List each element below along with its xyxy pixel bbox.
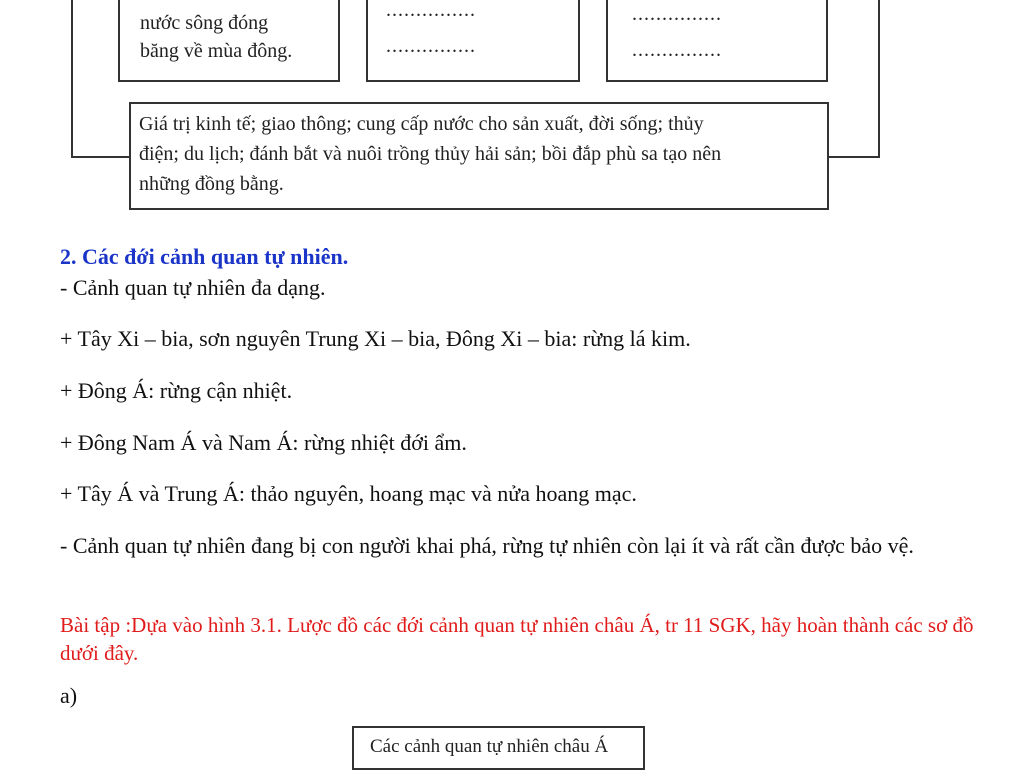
section-line-5: + Tây Á và Trung Á: thảo nguyên, hoang mạc và nửa hoang mạc. bbox=[60, 481, 637, 506]
section-line-3: + Đông Á: rừng cận nhiệt. bbox=[60, 378, 293, 403]
connector-right-horizontal bbox=[828, 156, 880, 158]
box-right-dots-1: ............... bbox=[632, 3, 722, 25]
box-right-dots-2: ............... bbox=[632, 39, 722, 61]
box-middle-dots-1: ............... bbox=[386, 0, 476, 21]
section-line-2: + Tây Xi – bia, sơn nguyên Trung Xi – bia, Đông Xi – bia: rừng lá kim. bbox=[60, 326, 691, 351]
diagram-box-right bbox=[606, 0, 828, 82]
exercise-text: Bài tập :Dựa vào hình 3.1. Lược đồ các đới cảnh quan tự nhiên châu Á, tr 11 SGK, hãy hoàn thành các sơ đồ dưới đây. bbox=[60, 613, 974, 665]
box-left-line-1: nước sông đóng bbox=[140, 12, 269, 34]
section-line-6: - Cảnh quan tự nhiên đang bị con người khai phá, rừng tự nhiên còn lại ít và rất cần được bảo vệ. bbox=[60, 533, 914, 558]
diagram-box-title bbox=[352, 726, 645, 770]
bottom-box-line-2: điện; du lịch; đánh bắt và nuôi trồng thủy hải sản; bồi đắp phù sa tạo nên bbox=[139, 143, 722, 165]
bottom-box-line-3: những đồng bằng. bbox=[139, 173, 284, 195]
connector-left-horizontal bbox=[71, 156, 131, 158]
section-heading: 2. Các đới cảnh quan tự nhiên. bbox=[60, 244, 349, 269]
diagram-box-left bbox=[118, 0, 340, 82]
bottom-box-line-1: Giá trị kinh tế; giao thông; cung cấp nước cho sản xuất, đời sống; thủy bbox=[139, 113, 704, 135]
section-line-4: + Đông Nam Á và Nam Á: rừng nhiệt đới ẩm. bbox=[60, 430, 467, 455]
box-left-line-2: băng về mùa đông. bbox=[140, 40, 293, 62]
connector-left-vertical bbox=[71, 0, 73, 158]
diagram-box-title-label: Các cảnh quan tự nhiên châu Á bbox=[370, 736, 609, 757]
diagram-box-bottom bbox=[129, 102, 829, 210]
section-line-1: - Cảnh quan tự nhiên đa dạng. bbox=[60, 275, 326, 300]
sub-label-a: a) bbox=[60, 683, 78, 708]
box-middle-dots-2: ............... bbox=[386, 35, 476, 57]
connector-right-vertical bbox=[878, 0, 880, 158]
diagram-box-middle bbox=[366, 0, 580, 82]
